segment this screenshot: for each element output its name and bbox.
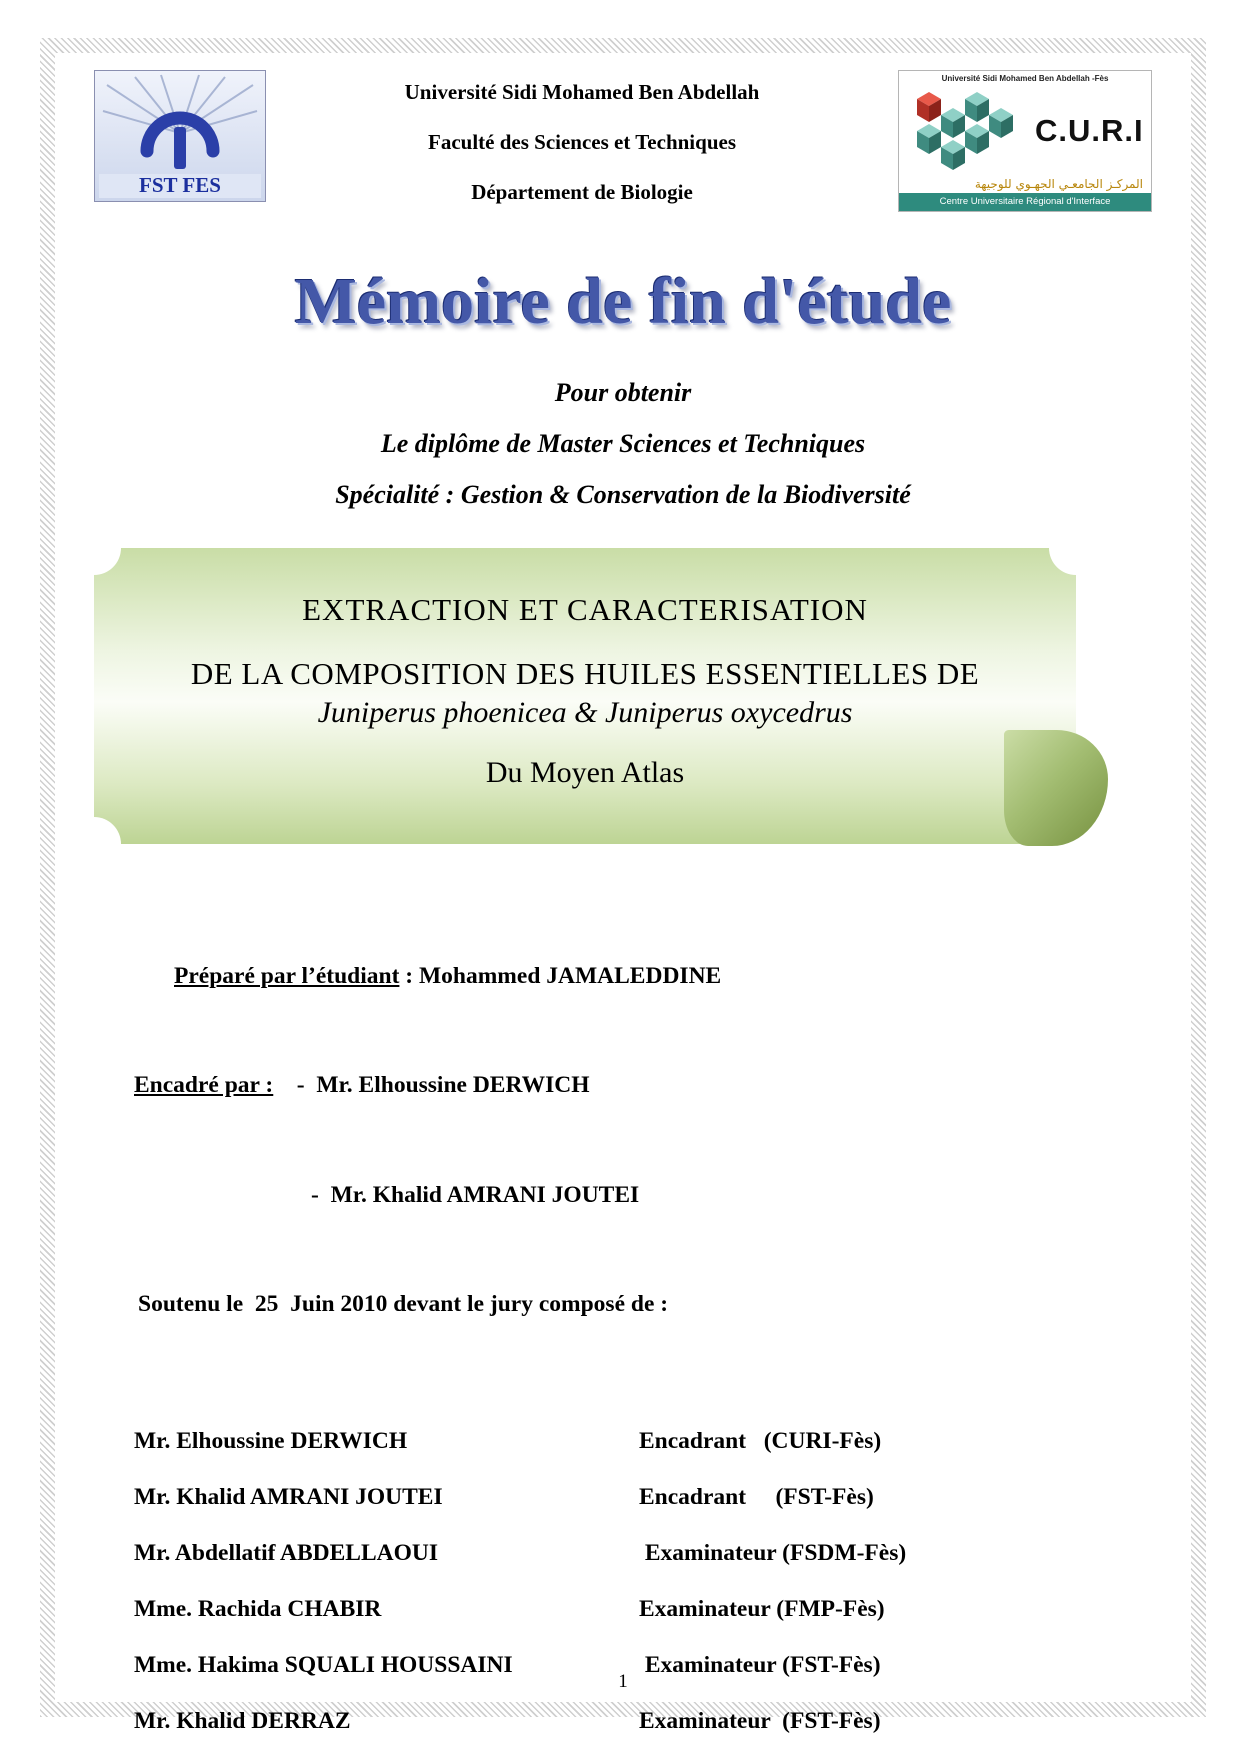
- university-name: Université Sidi Mohamed Ben Abdellah: [404, 80, 760, 104]
- header: [94, 70, 1152, 230]
- topic-region: Du Moyen Atlas: [485, 756, 685, 789]
- department-name: Département de Biologie: [471, 180, 693, 204]
- degree-line-1: Pour obtenir: [554, 378, 692, 407]
- jury-member-name: Mr. Elhoussine DERWICH: [134, 1427, 408, 1454]
- curi-acronym: C.U.R.I: [1035, 113, 1144, 148]
- defense-date-line: [138, 1290, 1152, 1319]
- jury-member-role: Examinateur (FMP-Fès): [639, 1595, 885, 1622]
- faculty-name: Faculté des Sciences et Techniques: [428, 130, 736, 154]
- jury-row: [134, 1652, 1152, 1679]
- thesis-topic: [94, 548, 1076, 790]
- jury-member-role: Examinateur (FST-Fès): [639, 1707, 881, 1734]
- degree-line-3: Spécialité : Gestion & Conservation de la Biodiversité: [335, 480, 911, 509]
- supervisor-2-line: [311, 1181, 1152, 1210]
- curi-cubes-icon: [903, 88, 1031, 174]
- topic-species-names: Juniperus phoenicea & Juniperus oxycedrus: [317, 696, 853, 729]
- jury-row: [134, 1540, 1152, 1567]
- jury-member-name: Mme. Rachida CHABIR: [134, 1595, 382, 1622]
- plaque-corner-notch: [67, 817, 121, 871]
- jury-member-name: Mr. Abdellatif ABDELLAOUI: [134, 1539, 439, 1566]
- jury-row: [134, 1708, 1152, 1735]
- fst-logo-graphic: [95, 71, 265, 201]
- prepared-by-value: : Mohammed JAMALEDDINE: [399, 963, 722, 989]
- topic-line-2: DE LA COMPOSITION DES HUILES ESSENTIELLES DE: [190, 656, 980, 691]
- jury-member-role: Encadrant (FST-Fès): [639, 1483, 874, 1510]
- curi-bottom-text: Centre Universitaire Régional d'Interface: [899, 193, 1151, 211]
- jury-member-role: Examinateur (FST-Fès): [639, 1651, 881, 1678]
- credits-section: [134, 908, 1152, 1400]
- page-content: [56, 54, 1190, 1734]
- supervised-by-line: [134, 1071, 1152, 1100]
- supervisor-1: - Mr. Elhoussine DERWICH: [273, 1072, 590, 1099]
- supervisor-2: - Mr. Khalid AMRANI JOUTEI: [311, 1181, 640, 1208]
- degree-block: [94, 378, 1152, 510]
- curi-logo: [898, 70, 1152, 212]
- page-number: 1: [618, 1671, 628, 1692]
- jury-list: [134, 1428, 1152, 1735]
- jury-member-name: Mme. Hakima SQUALI HOUSSAINI: [134, 1651, 513, 1678]
- jury-member-name: Mr. Khalid DERRAZ: [134, 1707, 351, 1734]
- curi-arabic-text: المركـز الجامعـي الجهـوي للوجيهة: [974, 177, 1143, 191]
- defense-date: Soutenu le 25 Juin 2010 devant le jury composé de :: [138, 1291, 669, 1318]
- fst-logo-label: FST FES: [139, 173, 221, 197]
- topic-line-1: EXTRACTION ET CARACTERISATION: [302, 592, 868, 627]
- curi-middle: [899, 85, 1151, 177]
- jury-row: [134, 1484, 1152, 1511]
- degree-line-2: Le diplôme de Master Sciences et Techniques: [380, 429, 866, 458]
- jury-member-role: Examinateur (FSDM-Fès): [639, 1539, 907, 1566]
- fst-fes-logo: [94, 70, 266, 202]
- jury-row: [134, 1596, 1152, 1623]
- institution-block: [266, 70, 898, 230]
- jury-member-name: Mr. Khalid AMRANI JOUTEI: [134, 1483, 443, 1510]
- curi-top-text: Université Sidi Mohamed Ben Abdellah -Fès: [941, 74, 1109, 83]
- jury-member-role: Encadrant (CURI-Fès): [639, 1427, 882, 1454]
- thesis-topic-plaque: [94, 548, 1076, 844]
- prepared-by-label: Préparé par l’étudiant: [174, 963, 400, 989]
- main-title: Mémoire de fin d'étude: [294, 265, 952, 338]
- supervised-by-label: Encadré par :: [134, 1072, 274, 1099]
- jury-row: [134, 1428, 1152, 1455]
- prepared-by-line: [174, 962, 1152, 991]
